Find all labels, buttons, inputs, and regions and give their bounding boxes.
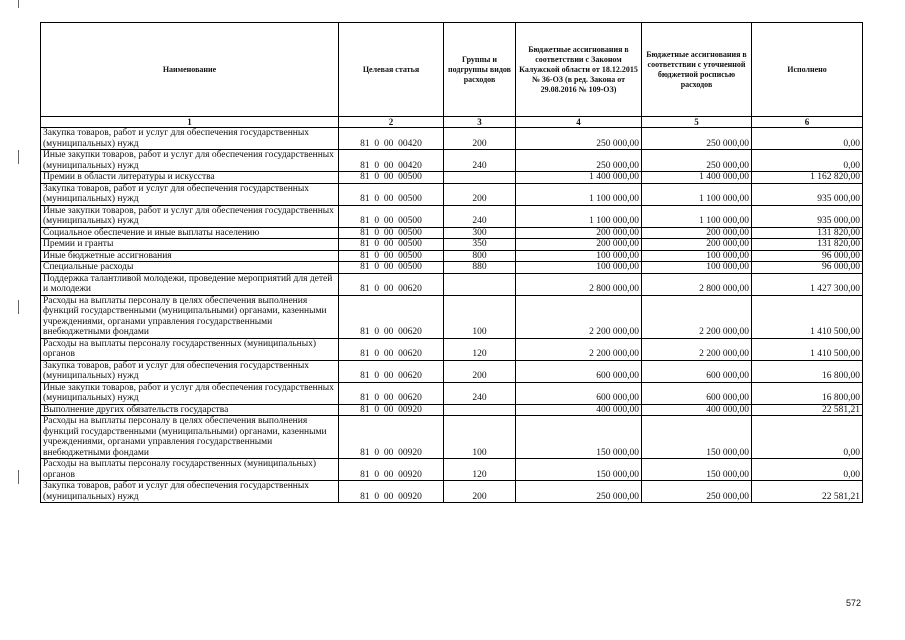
row-expense-group [444, 172, 516, 184]
row-name: Премии в области литературы и искусства [41, 172, 339, 184]
row-executed: 0,00 [752, 459, 863, 481]
table-row [41, 128, 863, 150]
row-roster-allocation: 150 000,00 [642, 459, 752, 481]
row-roster-allocation: 400 000,00 [642, 404, 752, 416]
column-number: 1 [41, 117, 339, 128]
row-law-allocation: 2 200 000,00 [516, 295, 642, 338]
row-roster-allocation: 100 000,00 [642, 250, 752, 262]
row-name: Поддержка талантливой молодежи, проведение мероприятий для детей и молодежи [41, 273, 339, 295]
row-expense-group: 100 [444, 295, 516, 338]
column-header-executed: Исполнено [752, 23, 863, 117]
row-executed: 1 410 500,00 [752, 295, 863, 338]
row-roster-allocation: 2 200 000,00 [642, 295, 752, 338]
row-target-article: 81 0 00 00920 [339, 404, 444, 416]
row-name: Премии и гранты [41, 239, 339, 251]
column-header-name: Наименование [41, 23, 339, 117]
column-header-roster-allocation: Бюджетные ассигнования в соответствии с уточненной бюджетной росписью расходов [642, 23, 752, 117]
column-header-expense-group: Группы и подгруппы видов расходов [444, 23, 516, 117]
row-law-allocation: 100 000,00 [516, 262, 642, 274]
scan-edge-mark [18, 0, 19, 8]
table-row [41, 183, 863, 205]
row-law-allocation: 1 100 000,00 [516, 183, 642, 205]
table-row [41, 404, 863, 416]
row-executed: 131 820,00 [752, 239, 863, 251]
row-expense-group: 240 [444, 205, 516, 227]
row-target-article: 81 0 00 00620 [339, 338, 444, 360]
row-expense-group: 200 [444, 360, 516, 382]
row-executed: 96 000,00 [752, 250, 863, 262]
row-executed: 0,00 [752, 150, 863, 172]
column-number-row [41, 117, 863, 128]
column-number: 5 [642, 117, 752, 128]
column-number: 6 [752, 117, 863, 128]
row-law-allocation: 150 000,00 [516, 459, 642, 481]
row-executed: 22 581,21 [752, 404, 863, 416]
header-row [41, 23, 863, 117]
row-expense-group: 240 [444, 382, 516, 404]
column-number: 4 [516, 117, 642, 128]
row-executed: 96 000,00 [752, 262, 863, 274]
row-name: Иные закупки товаров, работ и услуг для обеспечения государственных (муниципальных) нужд [41, 150, 339, 172]
row-executed: 0,00 [752, 416, 863, 459]
row-executed: 935 000,00 [752, 183, 863, 205]
row-law-allocation: 2 200 000,00 [516, 338, 642, 360]
row-target-article: 81 0 00 00420 [339, 150, 444, 172]
column-header-law-allocation: Бюджетные ассигнования в соответствии с Законом Калужской области от 18.12.2015 № 36-ОЗ (в ред. Закона от 29.08.2016 № 109-ОЗ) [516, 23, 642, 117]
table-row [41, 150, 863, 172]
row-roster-allocation: 100 000,00 [642, 262, 752, 274]
row-expense-group: 200 [444, 128, 516, 150]
row-roster-allocation: 1 100 000,00 [642, 205, 752, 227]
row-name: Специальные расходы [41, 262, 339, 274]
row-name: Иные бюджетные ассигнования [41, 250, 339, 262]
row-target-article: 81 0 00 00920 [339, 481, 444, 503]
row-target-article: 81 0 00 00620 [339, 273, 444, 295]
row-target-article: 81 0 00 00500 [339, 250, 444, 262]
row-name: Социальное обеспечение и иные выплаты населению [41, 227, 339, 239]
row-name: Закупка товаров, работ и услуг для обеспечения государственных (муниципальных) нужд [41, 360, 339, 382]
row-roster-allocation: 1 100 000,00 [642, 183, 752, 205]
row-roster-allocation: 600 000,00 [642, 382, 752, 404]
row-law-allocation: 250 000,00 [516, 481, 642, 503]
scan-edge-mark [18, 470, 19, 484]
column-header-target-article: Целевая статья [339, 23, 444, 117]
row-roster-allocation: 1 400 000,00 [642, 172, 752, 184]
row-expense-group: 120 [444, 338, 516, 360]
table-row [41, 239, 863, 251]
row-expense-group: 880 [444, 262, 516, 274]
row-expense-group: 120 [444, 459, 516, 481]
table-row [41, 295, 863, 338]
row-target-article: 81 0 00 00920 [339, 416, 444, 459]
table-row [41, 262, 863, 274]
table-row [41, 227, 863, 239]
row-target-article: 81 0 00 00620 [339, 382, 444, 404]
row-expense-group: 200 [444, 183, 516, 205]
row-executed: 131 820,00 [752, 227, 863, 239]
row-target-article: 81 0 00 00420 [339, 128, 444, 150]
row-name: Иные закупки товаров, работ и услуг для обеспечения государственных (муниципальных) нужд [41, 205, 339, 227]
row-law-allocation: 200 000,00 [516, 239, 642, 251]
row-roster-allocation: 250 000,00 [642, 481, 752, 503]
row-roster-allocation: 2 800 000,00 [642, 273, 752, 295]
row-target-article: 81 0 00 00500 [339, 205, 444, 227]
row-target-article: 81 0 00 00500 [339, 262, 444, 274]
row-executed: 0,00 [752, 128, 863, 150]
table-row [41, 382, 863, 404]
row-expense-group: 800 [444, 250, 516, 262]
row-name: Расходы на выплаты персоналу в целях обеспечения выполнения функций государственными (муниципальными) органами, казенными учреждениями, органами управления государственными внебюджетными фондами [41, 416, 339, 459]
row-name: Закупка товаров, работ и услуг для обеспечения государственных (муниципальных) нужд [41, 128, 339, 150]
row-law-allocation: 200 000,00 [516, 227, 642, 239]
row-executed: 22 581,21 [752, 481, 863, 503]
row-law-allocation: 150 000,00 [516, 416, 642, 459]
row-law-allocation: 400 000,00 [516, 404, 642, 416]
scan-edge-mark [18, 150, 19, 164]
row-law-allocation: 1 400 000,00 [516, 172, 642, 184]
table-row [41, 205, 863, 227]
row-target-article: 81 0 00 00500 [339, 183, 444, 205]
column-number: 3 [444, 117, 516, 128]
row-law-allocation: 1 100 000,00 [516, 205, 642, 227]
table-body [41, 128, 863, 503]
budget-table [40, 22, 863, 503]
row-expense-group: 300 [444, 227, 516, 239]
row-target-article: 81 0 00 00500 [339, 227, 444, 239]
table-row [41, 250, 863, 262]
row-law-allocation: 2 800 000,00 [516, 273, 642, 295]
row-target-article: 81 0 00 00500 [339, 172, 444, 184]
table-row [41, 338, 863, 360]
row-expense-group: 350 [444, 239, 516, 251]
row-expense-group: 200 [444, 481, 516, 503]
row-executed: 1 410 500,00 [752, 338, 863, 360]
row-name: Иные закупки товаров, работ и услуг для обеспечения государственных (муниципальных) нужд [41, 382, 339, 404]
row-law-allocation: 100 000,00 [516, 250, 642, 262]
row-law-allocation: 250 000,00 [516, 150, 642, 172]
table-row [41, 416, 863, 459]
row-expense-group [444, 273, 516, 295]
row-roster-allocation: 2 200 000,00 [642, 338, 752, 360]
row-executed: 16 800,00 [752, 360, 863, 382]
row-roster-allocation: 250 000,00 [642, 128, 752, 150]
row-name: Выполнение других обязательств государства [41, 404, 339, 416]
row-expense-group: 100 [444, 416, 516, 459]
row-name: Расходы на выплаты персоналу в целях обеспечения выполнения функций государственными (муниципальными) органами, казенными учреждениями, органами управления государственными внебюджетными фондами [41, 295, 339, 338]
row-name: Расходы на выплаты персоналу государственных (муниципальных) органов [41, 459, 339, 481]
scan-edge-mark [18, 300, 19, 314]
table-row [41, 273, 863, 295]
row-target-article: 81 0 00 00620 [339, 360, 444, 382]
page-number: 572 [845, 598, 861, 608]
row-roster-allocation: 200 000,00 [642, 239, 752, 251]
row-executed: 1 162 820,00 [752, 172, 863, 184]
table-row [41, 172, 863, 184]
row-expense-group [444, 404, 516, 416]
row-law-allocation: 600 000,00 [516, 360, 642, 382]
column-number: 2 [339, 117, 444, 128]
row-expense-group: 240 [444, 150, 516, 172]
row-law-allocation: 250 000,00 [516, 128, 642, 150]
row-target-article: 81 0 00 00620 [339, 295, 444, 338]
row-target-article: 81 0 00 00920 [339, 459, 444, 481]
row-roster-allocation: 200 000,00 [642, 227, 752, 239]
row-name: Закупка товаров, работ и услуг для обеспечения государственных (муниципальных) нужд [41, 183, 339, 205]
table-row [41, 481, 863, 503]
row-law-allocation: 600 000,00 [516, 382, 642, 404]
row-executed: 16 800,00 [752, 382, 863, 404]
row-target-article: 81 0 00 00500 [339, 239, 444, 251]
row-roster-allocation: 600 000,00 [642, 360, 752, 382]
row-name: Расходы на выплаты персоналу государственных (муниципальных) органов [41, 338, 339, 360]
row-executed: 1 427 300,00 [752, 273, 863, 295]
row-roster-allocation: 150 000,00 [642, 416, 752, 459]
row-name: Закупка товаров, работ и услуг для обеспечения государственных (муниципальных) нужд [41, 481, 339, 503]
row-executed: 935 000,00 [752, 205, 863, 227]
row-roster-allocation: 250 000,00 [642, 150, 752, 172]
table-row [41, 360, 863, 382]
table-row [41, 459, 863, 481]
